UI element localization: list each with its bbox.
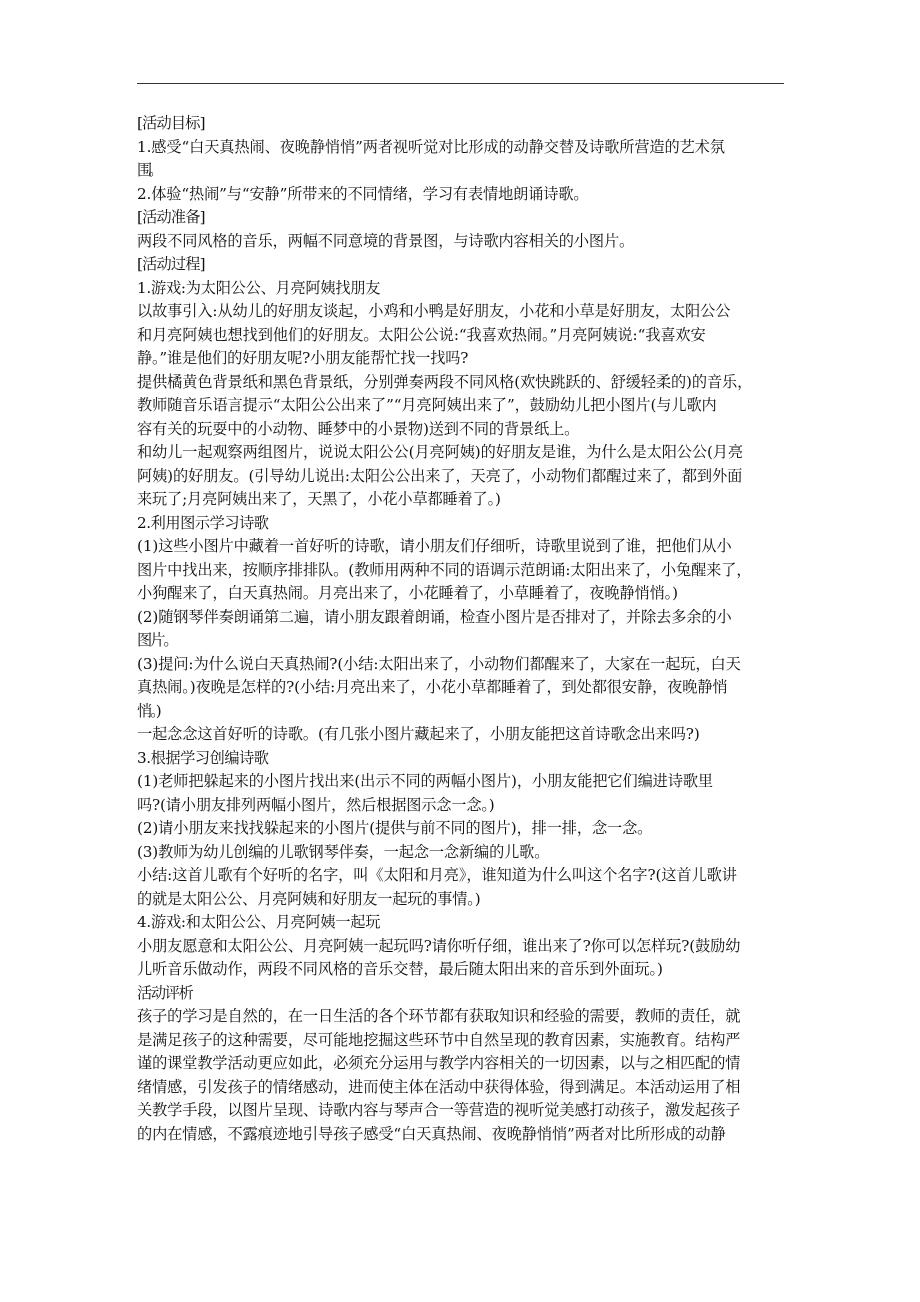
text-line: [活动过程] (137, 255, 205, 273)
text-line: 真热闹。)夜晚是怎样的?(小结:月亮出来了，小花小草都睡着了，到处都很安静，夜晚静悄 (137, 678, 728, 696)
text-line: (1)这些小图片中藏着一首好听的诗歌，请小朋友们仔细听，诗歌里说到了谁，把他们从小 (137, 537, 732, 555)
text-line: [活动目标] (137, 114, 205, 132)
text-line: 关教学手段，以图片呈现、诗歌内容与琴声合一等营造的视听觉美感打动孩子，激发起孩子 (137, 1101, 741, 1119)
text-line: (1)老师把躲起来的小图片找出来(出示不同的两幅小图片)，小朋友能把它们编进诗歌里 (137, 772, 714, 790)
text-line: 阿姨)的好朋友。(引导幼儿说出:太阳公公出来了，天亮了，小动物们都醒过来了，都到外面 (137, 466, 743, 485)
text-line: 和月亮阿姨也想找到他们的好朋友。太阳公公说:“我喜欢热闹。”月亮阿姨说:“我喜欢安 (137, 325, 706, 344)
text-line: [活动准备] (137, 208, 205, 226)
text-line: 围。 (137, 161, 160, 179)
text-line: 吗?(请小朋友排列两幅小图片，然后根据图示念一念。) (137, 795, 495, 814)
text-line: 一起念念这首好听的诗歌。(有几张小图片藏起来了，小朋友能把这首诗歌念出来吗?) (137, 725, 700, 743)
text-line: (3)教师为幼儿创编的儿歌钢琴伴奏，一起念一念新编的儿歌。 (137, 842, 550, 861)
text-line: 教师随音乐语言提示“太阳公公出来了”“月亮阿姨出来了”，鼓励幼儿把小图片(与儿歌内 (137, 396, 717, 414)
text-line: 1.游戏:为太阳公公、月亮阿姨找朋友 (137, 278, 381, 297)
text-line: (3)提问:为什么说白天真热闹?(小结:太阳出来了，小动物们都醒来了，大家在一起玩，白天 (137, 654, 741, 673)
text-line: (2)随钢琴伴奏朗诵第二遍，请小朋友跟着朗诵，检查小图片是否排对了，并除去多余的小 (137, 607, 732, 626)
text-line: 两段不同风格的音乐，两幅不同意境的背景图，与诗歌内容相关的小图片。 (137, 231, 635, 250)
text-line: 儿听音乐做动作，两段不同风格的音乐交替，最后随太阳出来的音乐到外面玩。) (137, 960, 663, 978)
text-line: 3.根据学习创编诗歌 (137, 748, 269, 767)
text-line: 容有关的玩耍中的小动物、睡梦中的小景物)送到不同的背景纸上。 (137, 419, 580, 438)
text-line: 2.利用图示学习诗歌 (137, 513, 269, 532)
text-line: 小结:这首儿歌有个好听的名字，叫《太阳和月亮》，谁知道为什么叫这个名字?(这首儿歌讲 (137, 866, 737, 884)
text-line: 图片。 (137, 631, 177, 649)
text-line: 悄。) (137, 701, 160, 720)
text-line: 小朋友愿意和太阳公公、月亮阿姨一起玩吗?请你听仔细，谁出来了?你可以怎样玩?(鼓励幼 (137, 936, 741, 955)
text-line: 图片中找出来，按顺序排排队。(教师用两种不同的语调示范朗诵:太阳出来了，小兔醒来了， (137, 560, 752, 579)
text-line: 提供橘黄色背景纸和黑色背景纸，分别弹奏两段不同风格(欢快跳跃的、舒缓轻柔的)的音乐， (137, 372, 753, 391)
text-line: 谨的课堂教学活动更应如此，必须充分运用与教学内容相关的一切因素，以与之相匹配的情 (137, 1054, 741, 1072)
text-line: 的就是太阳公公、月亮阿姨和好朋友一起玩的事情。) (137, 889, 481, 908)
text-line: 来玩了;月亮阿姨出来了，天黑了，小花小草都睡着了。) (137, 490, 501, 508)
text-line: 的内在情感，不露痕迹地引导孩子感受“白天真热闹、夜晚静悄悄”两者对比所形成的动静 (137, 1124, 726, 1143)
text-line: 1.感受“白天真热闹、夜晚静悄悄”两者视听觉对比形成的动静交替及诗歌所营造的艺术氛 (137, 137, 725, 156)
text-line: 2.体验“热闹”与“安静”所带来的不同情绪，学习有表情地朗诵诗歌。 (137, 184, 589, 203)
document-body (137, 112, 787, 1146)
text-line: 孩子的学习是自然的，在一日生活的各个环节都有获取知识和经验的需要，教师的责任，就 (137, 1007, 741, 1025)
text-line: 绪情感，引发孩子的情绪感动，进而使主体在活动中获得体验，得到满足。本活动运用了相 (137, 1077, 741, 1096)
text-line: 和幼儿一起观察两组图片，说说太阳公公(月亮阿姨)的好朋友是谁，为什么是太阳公公(月亮 (137, 443, 743, 461)
text-line: 以故事引入:从幼儿的好朋友谈起，小鸡和小鸭是好朋友，小花和小草是好朋友，太阳公公 (137, 302, 731, 320)
text-line: 静。”谁是他们的好朋友呢?小朋友能帮忙找一找吗? (137, 349, 469, 367)
text-line: 是满足孩子的这种需要，尽可能地挖掘这些环节中自然呈现的教育因素，实施教育。结构严 (137, 1030, 741, 1049)
text-line: 4.游戏:和太阳公公、月亮阿姨一起玩 (137, 913, 381, 931)
text-line: 活动评析 (137, 983, 193, 1002)
text-line: 小狗醒来了，白天真热闹。月亮出来了，小花睡着了，小草睡着了，夜晚静悄悄。) (137, 584, 678, 602)
header-rule (137, 83, 784, 84)
text-line: (2)请小朋友来找找躲起来的小图片(提供与前不同的图片)，排一排，念一念。 (137, 819, 653, 837)
